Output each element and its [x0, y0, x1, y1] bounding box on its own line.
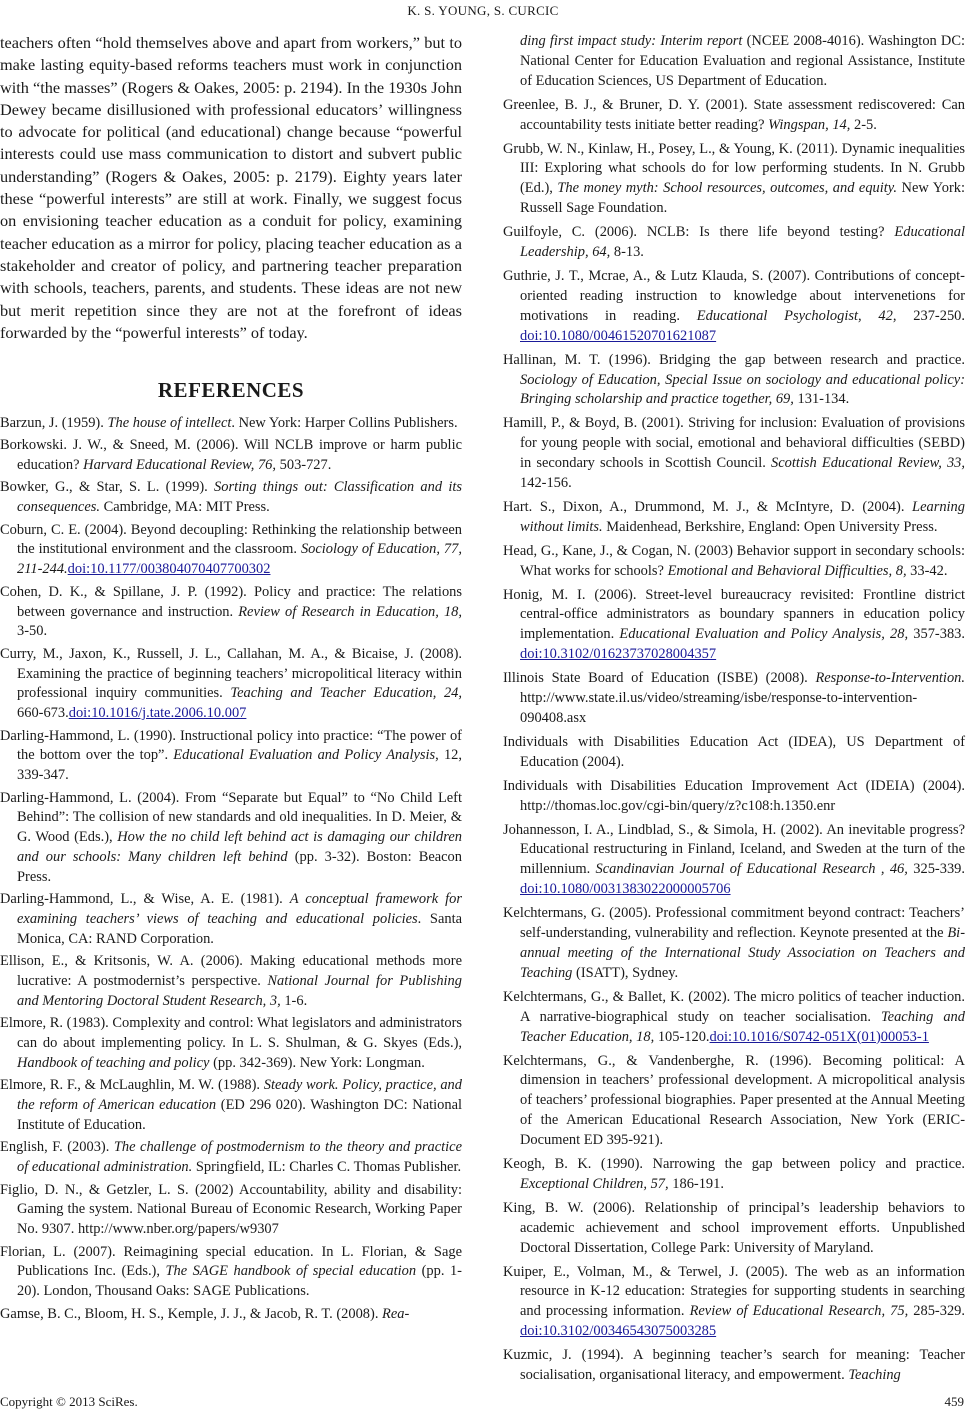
- reference-entry: [0, 1138, 462, 1178]
- reference-text: Individuals with Disabilities Education Improvement Act (IDEIA) (2004). http://thomas.loc.gov/cgi-bin/query/z?c108:h.1350.enr: [503, 777, 965, 814]
- reference-source: The challenge of postmodernism to the theory and practice of educational administration.: [17, 1139, 462, 1176]
- reference-entry: [0, 436, 462, 476]
- reference-entry: [503, 988, 965, 1048]
- reference-text: Guthrie, J. T., Mcrae, A., & Lutz Klauda, S. (2007). Contributions of concept-oriented reading instruction to knowledge about intervenetions for motivations in reading.: [503, 267, 965, 324]
- reference-entry: [503, 904, 965, 984]
- reference-entry: [503, 223, 965, 263]
- right-column: [503, 32, 965, 1390]
- reference-text: Hart. S., Dixon, A., Drummond, M. J., & McIntyre, D. (2004).: [503, 498, 913, 515]
- reference-text: Individuals with Disabilities Education Act (IDEA), US Department of Education (2004).: [503, 733, 965, 770]
- reference-text: Guilfoyle, C. (2006). NCLB: Is there life beyond testing?: [503, 224, 895, 241]
- reference-entry: [0, 890, 462, 950]
- reference-details: 357-383.: [908, 626, 966, 643]
- reference-details: (pp. 3-32). Boston: Beacon Press.: [17, 849, 462, 886]
- reference-source: Rea-: [382, 1305, 410, 1322]
- reference-source: Teaching and Teacher Education, 18,: [520, 1008, 965, 1045]
- reference-text: Curry, M., Jaxon, K., Russell, J. L., Callahan, M. A., & Bicaise, J. (2008). Examining the practice of beginning teachers’ micropolitical literacy within professional inquiry communities.: [0, 645, 462, 702]
- reference-details: 237-250.: [896, 307, 965, 324]
- reference-entry: [503, 96, 965, 136]
- reference-details: 3-50.: [17, 623, 48, 640]
- doi-link[interactable]: doi:10.1177/003804070407700302: [67, 561, 271, 578]
- reference-entry: [503, 498, 965, 538]
- reference-source: Teaching: [848, 1367, 901, 1384]
- reference-text: Kelchtermans, G., & Vandenberghe, R. (1996). Becoming political: A dimension in teachers’ professional development. A micropolitical analysis of teachers’ professional biographies. Paper presented at the Annual Meeting of the American Educational Research Association, New York (ERIC-Document ED 395-921).: [503, 1052, 965, 1149]
- left-column: [0, 32, 462, 1327]
- reference-source: Learning without limits.: [520, 498, 965, 535]
- reference-entry: [503, 1155, 965, 1195]
- reference-details: 105-120.: [654, 1028, 710, 1045]
- reference-details: (ED 296 020). Washington DC: National Institute of Education.: [17, 1097, 462, 1134]
- reference-entry: [0, 583, 462, 643]
- reference-text: Hallinan, M. T. (1996). Bridging the gap between research and practice.: [503, 351, 965, 368]
- reference-text: Darling-Hammond, L. (2004). From “Separate but Equal” to “No Child Left Behind”: The collision of new standards and old inequalities. In D. Meier, & G. Wood (Eds.),: [0, 789, 462, 846]
- reference-source: Handbook of teaching and policy: [17, 1055, 210, 1072]
- reference-text: Hamill, P., & Boyd, B. (2001). Striving for inclusion: Evaluation of provisions for young people with social, emotional and behavioral difficulties (SEBD) in secondary schools in Scottish Council.: [503, 415, 965, 472]
- reference-entry: [503, 1263, 965, 1343]
- reference-details: Maidenhead, Berkshire, England: Open University Press.: [602, 518, 938, 535]
- doi-link[interactable]: doi:10.1080/00461520701621087: [520, 327, 717, 344]
- reference-details: . Santa Monica, CA: RAND Corporation.: [17, 911, 463, 948]
- reference-details: 325-339.: [907, 861, 965, 878]
- reference-entry: [503, 777, 965, 817]
- reference-entry: [503, 542, 965, 582]
- reference-details: 660-673.: [17, 705, 69, 722]
- reference-source: Educational Evaluation and Policy Analysis: [173, 747, 436, 764]
- reference-source: Educational Evaluation and Policy Analysis, 28,: [619, 626, 909, 643]
- reference-text: Johannesson, I. A., Lindblad, S., & Simola, H. (2002). An inevitable progress? Educational restructuring in Finland, Iceland, and Sweden at the turn of the millennium.: [503, 821, 965, 878]
- reference-entry: [0, 1076, 462, 1136]
- reference-source: How the no child left behind act is damaging our children and our schools: Many children left behind: [17, 829, 462, 866]
- reference-entry: [0, 478, 462, 518]
- reference-details: Cambridge, MA: MIT Press.: [99, 499, 270, 516]
- reference-entry: [0, 1181, 462, 1241]
- references-heading: REFERENCES: [157, 378, 305, 403]
- reference-entry: [0, 1305, 462, 1325]
- reference-text: Gamse, B. C., Bloom, H. S., Kemple, J. J., & Jacob, R. T. (2008).: [0, 1305, 383, 1322]
- reference-entry: [0, 952, 462, 1012]
- reference-source: The house of intellect: [107, 415, 232, 432]
- reference-text: Coburn, C. E. (2004). Beyond decoupling: Rethinking the relationship between the institutional environment and the classroom.: [0, 521, 462, 558]
- doi-link[interactable]: doi:10.1080/0031383022000005706: [520, 881, 731, 898]
- reference-details: 1-6.: [280, 993, 308, 1010]
- reference-source: Review of Research in Education, 18,: [238, 603, 463, 620]
- reference-details: http://www.state.il.us/video/streaming/isbe/response-to-intervention-090408.asx: [520, 690, 918, 726]
- reference-entry: [503, 586, 965, 666]
- reference-details: Springfield, IL: Charles C. Thomas Publisher.: [192, 1159, 462, 1176]
- reference-details: 285-329.: [908, 1303, 965, 1320]
- reference-text: Ellison, E., & Kritsonis, W. A. (2006). Making educational methods more lucrative: A postmodernist’s perspective.: [0, 953, 462, 990]
- reference-text: Figlio, D. N., & Getzler, L. S. (2002) Accountability, ability and disability: Gaming the system. National Bureau of Economic Research, Working Paper No. 9307. http://www.nber.org/papers/w9307: [0, 1181, 462, 1238]
- reference-source: Response-to-Intervention.: [815, 670, 965, 687]
- reference-text: Grubb, W. N., Kinlaw, H., Posey, L., & Young, K. (2011). Dynamic inequalities III: Exploring what schools do for low performing students. In N. Grubb (Ed.),: [503, 140, 965, 197]
- reference-entry: [503, 351, 965, 411]
- reference-text: Elmore, R. (1983). Complexity and control: What legislators and administrators can do about implementing policy. In L. S. Shulman, & G. Skyes (Eds.),: [0, 1015, 462, 1052]
- body-paragraph: teachers often “hold themselves above and apart from workers,” but to make lasting equity-based reforms teachers must work in conjunction with “the masses” (Rogers & Oakes, 2005: p. 2194). In the 1930s John Dewey became disillusioned with professional educators’ willingness to advocate for political (and educational) change because “powerful interests could use mass communication to distort and subvert public understanding” (Rogers & Oakes, 2005: p. 2179). Eighty years later these “powerful interests” are still at work. Finally, we suggest focus on envisioning teacher education as a conduit for policy, examining teacher education as a mirror for policy, placing teacher education as a stakeholder and creator of policy, and partnering teacher preparation with schools, teachers, parents, and students. These ideas are not new but merit repetition since they are not at the forefront of ideas forwarded by the “powerful interests” of today.: [0, 33, 462, 342]
- reference-source: ding first impact study: Interim report: [520, 33, 743, 49]
- reference-text: Honig, M. I. (2006). Street-level bureaucracy revisited: Frontline district central-office administrators as boundary spanners in education policy implementation.: [503, 586, 965, 643]
- reference-entry: [503, 821, 965, 901]
- reference-text: Kelchtermans, G. (2005). Professional commitment beyond contract: Teachers’ self-understanding, vulnerability and reflection. Keynote presented at the: [503, 905, 965, 942]
- doi-link[interactable]: doi:10.3102/01623737028004357: [520, 646, 717, 663]
- reference-details: 186-191.: [668, 1175, 724, 1192]
- reference-details: 2-5.: [850, 116, 877, 133]
- reference-entry: [0, 521, 462, 581]
- reference-entry: [503, 669, 965, 729]
- reference-details: (NCEE 2008-4016). Washington DC: National Center for Education Evaluation and regional Assistance, Institute of Education Sciences, US Department of Education.: [520, 33, 965, 89]
- reference-source: Harvard Educational Review, 76,: [83, 457, 277, 474]
- reference-details: (pp. 342-369). New York: Longman.: [209, 1055, 425, 1072]
- reference-entry: [503, 1052, 965, 1152]
- reference-details: 33-42.: [906, 562, 948, 579]
- reference-source: Scandinavian Journal of Educational Research , 46,: [595, 861, 908, 878]
- reference-entry: [0, 645, 462, 725]
- reference-entry: [503, 267, 965, 347]
- reference-text: Darling-Hammond, L., & Wise, A. E. (1981).: [0, 891, 290, 908]
- reference-details: . New York: Harper Collins Publishers.: [231, 415, 458, 432]
- reference-text: Darling-Hammond, L. (1990). Instructional policy into practice: “The power of the bottom over the top”.: [0, 727, 462, 764]
- reference-entry: [503, 140, 965, 220]
- reference-entry: [503, 733, 965, 773]
- references-list-left: [0, 414, 462, 1324]
- reference-text: Kuzmic, J. (1994). A beginning teacher’s search for meaning: Teacher socialisation, organisational literacy, and empowerment.: [503, 1347, 965, 1384]
- reference-entry: [0, 789, 462, 889]
- reference-details: New York: Russell Sage Foundation.: [520, 180, 965, 217]
- footer-copyright: Copyright © 2013 SciRes.: [0, 1394, 138, 1409]
- reference-text: Barzun, J. (1959).: [0, 415, 108, 432]
- reference-source: Educational Leadership, 64,: [520, 224, 965, 261]
- running-head: K. S. YOUNG, S. CURCIC: [407, 3, 559, 18]
- reference-source: Teaching and Teacher Education, 24,: [230, 685, 462, 702]
- reference-text: Elmore, R. F., & McLaughlin, M. W. (1988).: [0, 1077, 264, 1094]
- reference-source: The money myth: School resources, outcomes, and equity.: [557, 180, 898, 197]
- reference-details: 131-134.: [793, 391, 850, 408]
- references-list-right: [503, 32, 965, 1386]
- reference-source: Exceptional Children, 57,: [520, 1175, 669, 1192]
- reference-details: 142-156.: [520, 475, 572, 492]
- reference-source: Steady work. Policy, practice, and the reform of American education: [17, 1077, 462, 1114]
- reference-source: Review of Educational Research, 75,: [689, 1303, 909, 1320]
- reference-text: Kuiper, E., Volman, M., & Terwel, J. (2005). The web as an information resource in K-12 education: Strategies for supporting students in searching and processing information.: [503, 1263, 965, 1320]
- reference-details: 8-13.: [610, 244, 644, 261]
- reference-entry: [0, 1243, 462, 1303]
- reference-source: Educational Psychologist, 42,: [696, 307, 897, 324]
- reference-source: A conceptual framework for examining teachers’ views of teaching and educational policies: [17, 891, 462, 928]
- reference-source: Wingspan, 14,: [768, 116, 851, 133]
- reference-source: Sociology of Education, Special Issue on sociology and educational policy: Bringing scholarship and practice together, 69,: [520, 371, 965, 408]
- reference-text: Illinois State Board of Education (ISBE) (2008).: [503, 670, 816, 687]
- reference-source: Emotional and Behavioral Difficulties, 8,: [667, 562, 907, 579]
- reference-entry: [503, 414, 965, 494]
- reference-entry: [503, 32, 965, 92]
- reference-text: Keogh, B. K. (1990). Narrowing the gap between policy and practice.: [503, 1156, 965, 1173]
- reference-details: (pp. 1-20). London, Thousand Oaks: SAGE Publications.: [17, 1263, 462, 1300]
- reference-entry: [503, 1346, 965, 1386]
- reference-source: Sorting things out: Classification and its consequences.: [17, 479, 462, 516]
- reference-entry: [503, 1199, 965, 1259]
- reference-source: National Journal for Publishing and Mentoring Doctoral Student Research, 3,: [17, 973, 462, 1010]
- reference-text: Florian, L. (2007). Reimagining special education. In L. Florian, & Sage Publications Inc. (Eds.),: [0, 1243, 462, 1280]
- reference-source: Scottish Educational Review, 33,: [771, 455, 966, 472]
- reference-text: Bowker, G., & Star, S. L. (1999).: [0, 479, 215, 496]
- reference-text: Head, G., Kane, J., & Cogan, N. (2003) Behavior support in secondary schools: What works for schools?: [503, 542, 965, 579]
- reference-entry: [0, 1014, 462, 1074]
- reference-source: The SAGE handbook of special education: [165, 1263, 417, 1280]
- reference-text: Borkowski. J. W., & Sneed, M. (2006). Will NCLB improve or harm public education?: [0, 437, 462, 474]
- doi-link[interactable]: doi:10.1016/j.tate.2006.10.007: [68, 705, 247, 722]
- footer-page-number: 459: [944, 1394, 964, 1409]
- reference-details: , 12, 339-347.: [17, 747, 463, 784]
- reference-source: Sociology of Education, 77, 211-244.: [17, 541, 462, 578]
- reference-entry: [0, 414, 462, 434]
- reference-source: Bi-annual meeting of the International Study Association on Teachers and Teaching: [520, 925, 965, 981]
- reference-text: King, B. W. (2006). Relationship of principal’s leadership behaviors to academic achievement and school improvement efforts. Unpublished Doctoral Dissertation, College Park: University of Maryland.: [503, 1199, 965, 1256]
- reference-entry: [0, 727, 462, 787]
- reference-text: Kelchtermans, G., & Ballet, K. (2002). The micro politics of teacher induction. A narrative-biographical study on teacher socialisation.: [503, 988, 965, 1025]
- reference-text: Cohen, D. K., & Spillane, J. P. (1992). Policy and practice: The relations between governance and instruction.: [0, 583, 462, 620]
- doi-link[interactable]: doi:10.3102/00346543075003285: [520, 1323, 717, 1340]
- reference-text: English, F. (2003).: [0, 1139, 114, 1156]
- reference-text: Greenlee, B. J., & Bruner, D. Y. (2001). State assessment rediscovered: Can accountability tests initiate better reading?: [503, 96, 965, 133]
- reference-details: (ISATT), Sydney.: [572, 964, 679, 981]
- reference-details: 503-727.: [276, 457, 332, 474]
- doi-link[interactable]: doi:10.1016/S0742-051X(01)00053-1: [709, 1028, 929, 1045]
